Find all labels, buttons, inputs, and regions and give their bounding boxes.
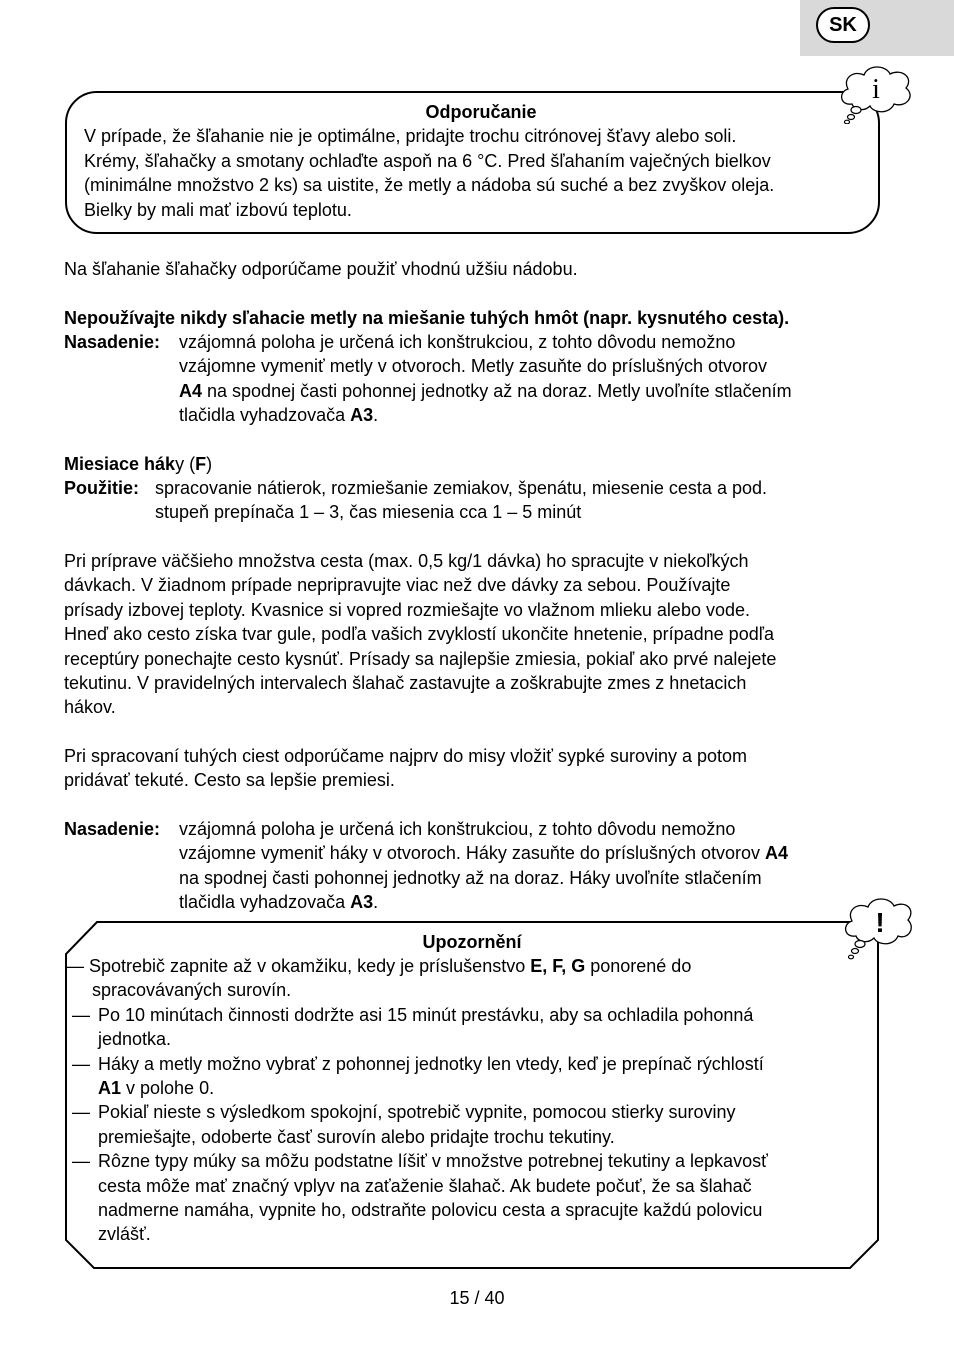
dash: —	[72, 1004, 90, 1025]
usage-label: Použitie:	[64, 478, 139, 498]
fitting-line: vzájomná poloha je určená ich konštrukciou, z tohto dôvodu nemožno	[179, 332, 736, 352]
dash: —	[72, 1053, 90, 1074]
fitting-label: Nasadenie:	[64, 819, 161, 839]
hooks-heading: Miesiace háky (F)	[64, 454, 213, 474]
fitting-line: vzájomne vymeniť metly v otvoroch. Metly zasuňte do príslušných otvorov	[179, 356, 767, 377]
warning-item: — Háky a metly možno vybrať z pohonnej jednotky len vtedy, keď je prepínač rýchlostí A1 v polohe 0.	[72, 1053, 764, 1098]
fitting-line: vzájomne vymeniť háky v otvoroch. Háky zasuňte do príslušných otvorov A4	[179, 843, 789, 864]
fitting-line: A4 na spodnej časti pohonnej jednotky až na doraz. Metly uvoľníte stlačením	[179, 380, 792, 401]
fitting-line: tlačidla vyhadzovača A3.	[179, 892, 379, 913]
stiff-dough-paragraph: Pri spracovaní tuhých ciest odporúčame najprv do misy vložiť sypké suroviny a potom pridávať tekuté. Cesto sa lepšie premiesi.	[64, 746, 748, 791]
usage-line: spracovanie nátierok, rozmiešanie zemiakov, špenátu, miesenie cesta a pod.	[155, 478, 767, 498]
info-glyph: i	[872, 74, 880, 105]
tip-line: Bielky by mali mať izbovú teplotu.	[84, 199, 352, 220]
usage-line: stupeň prepínača 1 – 3, čas miesenia cca 1 – 5 minút	[155, 502, 582, 523]
warning-item: — Pokiaľ nieste s výsledkom spokojní, spotrebič vypnite, pomocou stierky suroviny premiešajte, odoberte časť surovín alebo pridajte trochu tekutiny.	[72, 1102, 736, 1147]
dash: —	[72, 1102, 90, 1123]
dash: —	[66, 956, 84, 976]
fitting-line: na spodnej časti pohonnej jednotky až na doraz. Háky uvoľníte stlačením	[179, 867, 762, 888]
dough-paragraph: Pri príprave väčšieho množstva cesta (max. 0,5 kg/1 dávka) ho spracujte v niekoľkých dávkach. V žiadnom prípade nepripravujte viac než dve dávky za sebou. Používajte prísady izbovej teploty. Kvasnice si vopred rozmiešajte vo vlažnom mlieku alebo vode. Hneď ako cesto získa tvar gule, podľa vašich zvyklostí ukončite hnetenie, prípadne podľa receptúry ponechajte cesto kysnúť. Prísady sa najlepšie zmiesia, pokiaľ ako prvé nalejete tekutinu. V pravidelných intervalech šlahač zastavujte a zoškrabujte zmes z hnetacich hákov.	[64, 551, 777, 718]
tip-line: Krémy, šľahačky a smotany ochlaďte aspoň na 6 °C. Pred šľahaním vaječných bielkov	[84, 150, 771, 171]
page-number: 15 / 40	[449, 1288, 505, 1308]
fitting-line: tlačidla vyhadzovača A3.	[179, 405, 379, 426]
whisk-warning: Nepoužívajte nikdy sľahacie metly na miešanie tuhých hmôt (napr. kysnutého cesta).	[64, 308, 790, 328]
warning-item: — Po 10 minútach činnosti dodržte asi 15 minút prestávku, aby sa ochladila pohonná jednotka.	[72, 1004, 754, 1050]
warning-list	[66, 954, 866, 1247]
warning-title: Upozornění	[422, 932, 522, 952]
tip-line: V prípade, že šľahanie nie je optimálne, pridajte trochu citrónovej šťavy alebo soli.	[84, 126, 737, 146]
intro-text: Na šľahanie šľahačky odporúčame použiť vhodnú užšiu nádobu.	[64, 259, 578, 279]
warning-glyph: !	[875, 907, 885, 938]
warning-item: — Rôzne typy múky sa môžu podstatne líšiť v množstve potrebnej tekutiny a lepkavosť cesta môže mať značný vplyv na zaťaženie šlahač. Ak budete počuť, že sa šlahač nadmerne namáha, vypnite ho, odstraňte polovicu cesta a spracujte každú polovicu zvlášť.	[72, 1151, 768, 1245]
tip-line: (minimálne množstvo 2 ks) sa uistite, že metly a nádoba sú suché a bez zvyškov oleja.	[84, 175, 775, 195]
tip-title: Odporučanie	[425, 102, 537, 122]
dash: —	[72, 1151, 90, 1172]
fitting-line: vzájomná poloha je určená ich konštrukciou, z tohto dôvodu nemožno	[179, 819, 736, 839]
warning-item: — Spotrebič zapnite až v okamžiku, kedy je príslušenstvo E, F, G ponorené do spracovávaných surovín.	[66, 956, 692, 1001]
language-badge: SK	[816, 7, 870, 43]
fitting-label: Nasadenie:	[64, 332, 161, 352]
